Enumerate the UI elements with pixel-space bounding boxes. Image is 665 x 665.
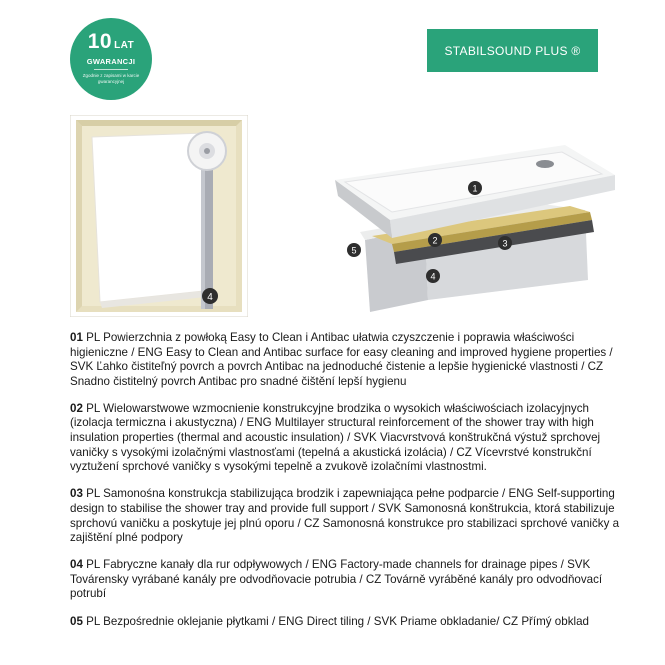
marker-label: 4 <box>207 292 213 303</box>
marker-2 <box>428 233 442 247</box>
tray-layers-image <box>330 140 620 315</box>
badge-word: GWARANCJI <box>86 57 136 66</box>
svg-text:2: 2 <box>432 235 438 246</box>
svg-text:3: 3 <box>502 238 508 249</box>
feature-item-03 <box>70 487 630 545</box>
feature-item-05 <box>70 615 630 630</box>
brand-label: STABILSOUND PLUS ® <box>427 29 598 72</box>
feature-text: PL Powierzchnia z powłoką Easy to Clean i Antibac ułatwia czyszczenie i poprawia właściwości higieniczne / ENG Easy to Clean and Antibac surface for easy cleaning and improved hygiene properties / SVK Ľahko čistiteľný povrch a povrch Antibac na jednoduché čistenie a lepšie hygienické vlastnosti / CZ Snadno čistitelný povrch Antibac pro snadné čištění lepší hygienu <box>70 331 613 388</box>
guarantee-badge <box>70 18 152 100</box>
feature-text: PL Bezpośrednie oklejanie płytkami / ENG Direct tiling / SVK Priame obkladanie/ CZ Přímý obklad <box>86 614 589 628</box>
tray-top-view-image <box>70 115 248 317</box>
feature-number: 05 <box>70 614 83 628</box>
feature-number: 01 <box>70 331 83 344</box>
badge-years: 10 LAT <box>87 30 135 53</box>
marker-4-right <box>426 269 440 283</box>
feature-text: PL Samonośna konstrukcja stabilizująca brodzik i zapewniająca pełne podparcie / ENG Self-supporting design to stabilise the shower tray and provide full support / SVK Samonosná konštrukcia, ktorá stabilizuje sprchovú vaničku a poskytuje jej plnú oporu / CZ Samonosná konstrukce pro stabilizaci sprchové vaničky a zajištění plné podpory <box>70 487 620 545</box>
svg-text:5: 5 <box>351 245 357 256</box>
marker-1 <box>468 181 482 195</box>
marker-3 <box>498 236 512 250</box>
feature-item-02 <box>70 402 630 475</box>
badge-unit: LAT <box>114 40 135 51</box>
marker-5 <box>347 243 361 257</box>
badge-divider <box>94 69 128 70</box>
feature-text: PL Wielowarstwowe wzmocnienie konstrukcyjne brodzika o wysokich właściwościach izolacyjnych (izolacja termiczna i akustyczna) / ENG Multilayer structural reinforcement of the shower tray with high insulation properties (thermal and acoustic insulation) / SVK Viacvrstvová konštrukčná výstuž sprchovej vaničky s vysokými izolačnými vlastnosťami (tepelná a akustická izolácia) / CZ Vícevrstvé konstrukční vyztužení sprchové vaničky s vysokými tepelně a zvukově izolačními vlastnostmi. <box>70 401 601 474</box>
feature-item-04 <box>70 558 630 602</box>
feature-number: 04 <box>70 558 83 572</box>
svg-text:1: 1 <box>472 183 478 194</box>
feature-number: 02 <box>70 401 83 415</box>
marker-4-left <box>202 288 218 304</box>
feature-item-01 <box>70 331 630 389</box>
svg-text:4: 4 <box>430 271 436 282</box>
feature-text: PL Fabryczne kanały dla rur odpływowych / ENG Factory-made channels for drainage pipes / SVK Továrensky vyrábané kanály pre odvodňovacie potrubia / CZ Továrně vyráběné kanály pro odvodňovací potrubí <box>70 558 603 601</box>
badge-fine-print: Zgodnie z zapisami w karcie gwarancyjnej <box>82 73 140 84</box>
feature-list <box>70 331 630 642</box>
feature-number: 03 <box>70 487 83 501</box>
